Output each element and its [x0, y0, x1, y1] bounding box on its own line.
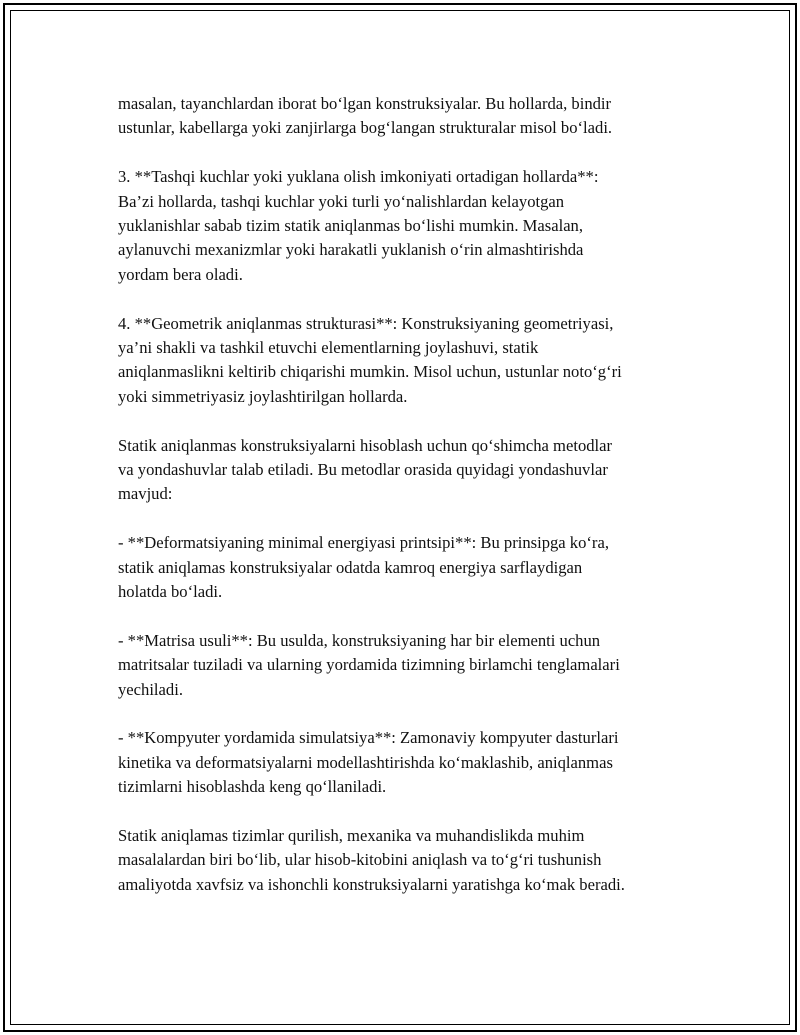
text-line: ustunlar, kabellarga yoki zanjirlarga bog‘langan strukturalar misol bo‘ladi. — [118, 118, 613, 138]
text-line: tizimlarni hisoblashda keng qo‘llaniladi. — [118, 777, 387, 797]
paragraph — [118, 434, 698, 507]
text-line: - **Deformatsiyaning minimal energiyasi printsipi**: Bu prinsipga ko‘ra, — [118, 533, 609, 553]
paragraph — [118, 726, 698, 799]
text-line: 3. **Tashqi kuchlar yoki yuklana olish imkoniyati ortadigan hollarda**: — [118, 167, 599, 187]
paragraph — [118, 92, 698, 141]
text-line: - **Matrisa usuli**: Bu usulda, konstruksiyaning har bir elementi uchun — [118, 630, 601, 650]
text-line: yuklanishlar sabab tizim statik aniqlanmas bo‘lishi mumkin. Masalan, — [118, 216, 584, 236]
text-line: aylanuvchi mexanizmlar yoki harakatli yuklanish o‘rin almashtirishda — [118, 240, 584, 260]
text-line: Statik aniqlamas tizimlar qurilish, mexanika va muhandislikda muhim — [118, 826, 585, 846]
text-line: va yondashuvlar talab etiladi. Bu metodlar orasida quyidagi yondashuvlar — [118, 460, 608, 480]
text-line: Ba’zi hollarda, tashqi kuchlar yoki turli yo‘nalishlardan kelayotgan — [118, 191, 565, 211]
text-line: holatda bo‘ladi. — [118, 582, 223, 602]
text-line: yechiladi. — [118, 679, 183, 699]
text-line: yordam bera oladi. — [118, 264, 243, 284]
text-line: masalalardan biri bo‘lib, ular hisob-kitobini aniqlash va to‘g‘ri tushunish — [118, 850, 602, 870]
document-body — [118, 92, 698, 922]
text-line: aniqlanmaslikni keltirib chiqarishi mumkin. Misol uchun, ustunlar noto‘g‘ri — [118, 362, 622, 382]
text-line: yoki simmetriyasiz joylashtirilgan hollarda. — [118, 386, 408, 406]
paragraph — [118, 824, 698, 897]
paragraph — [118, 165, 698, 287]
text-line: masalan, tayanchlardan iborat bo‘lgan konstruksiyalar. Bu hollarda, bindir — [118, 94, 612, 113]
paragraph — [118, 531, 698, 604]
text-line: ya’ni shakli va tashkil etuvchi elementlarning joylashuvi, statik — [118, 338, 539, 358]
text-line: - **Kompyuter yordamida simulatsiya**: Zamonaviy kompyuter dasturlari — [118, 728, 619, 748]
text-line: statik aniqlamas konstruksiyalar odatda kamroq energiya sarflaydigan — [118, 557, 583, 577]
text-line: 4. **Geometrik aniqlanmas strukturasi**: Konstruksiyaning geometriyasi, — [118, 313, 614, 333]
text-line: Statik aniqlanmas konstruksiyalarni hisoblash uchun qo‘shimcha metodlar — [118, 435, 613, 455]
paragraph — [118, 629, 698, 702]
text-line: kinetika va deformatsiyalarni modellashtirishda ko‘maklashib, aniqlanmas — [118, 752, 613, 772]
paragraph — [118, 312, 698, 410]
text-line: matritsalar tuziladi va ularning yordamida tizimning birlamchi tenglamalari — [118, 655, 620, 675]
text-line: mavjud: — [118, 484, 173, 504]
text-line: amaliyotda xavfsiz va ishonchli konstruksiyalarni yaratishga ko‘mak beradi. — [118, 874, 625, 894]
